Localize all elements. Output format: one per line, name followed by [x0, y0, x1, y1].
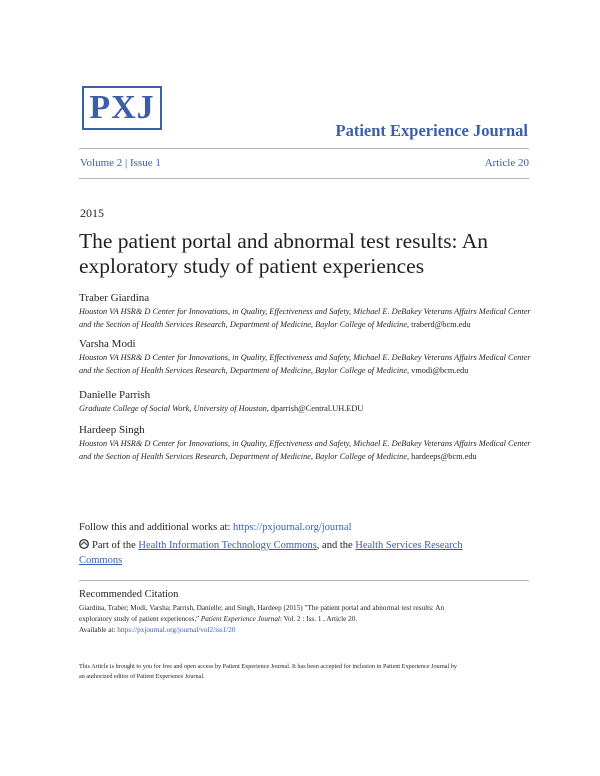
publication-year: 2015: [80, 206, 104, 220]
recommended-citation-heading: Recommended Citation: [79, 589, 179, 600]
health-services-research-link[interactable]: Health Services Research: [355, 540, 463, 551]
part-of-prefix: Part of the: [92, 540, 139, 551]
citation-line-2b: : Vol. 2 : Iss. 1 , Article 20.: [279, 614, 358, 623]
affiliation-text: Houston VA HSR& D Center for Innovations, in Quality, Effectiveness and Safety, Michael E. DeBakey Veterans Affairs Medical Center and the Section of Health Services Research, Department of Medicine, Baylor College of Medicine: [79, 307, 531, 329]
author-affiliation: [79, 306, 539, 331]
author-affiliation: [79, 438, 539, 463]
header-divider-top: [79, 148, 529, 149]
health-services-research-link-commons[interactable]: Commons: [79, 554, 123, 566]
footer-line-2: an authorized editor of Patient Experience Journal.: [79, 673, 205, 680]
author-name: Varsha Modi: [79, 338, 136, 350]
author-email: , dparrish@Central.UH.EDU: [266, 404, 364, 413]
citation-journal: Patient Experience Journal: [199, 614, 280, 623]
access-footer: [79, 662, 529, 682]
affiliation-text: Houston VA HSR& D Center for Innovations, in Quality, Effectiveness and Safety, Michael E. DeBakey Veterans Affairs Medical Center and the Section of Health Services Research, Department of Medicine, Baylor College of Medicine: [79, 439, 531, 461]
availability-line: [79, 626, 235, 634]
author-affiliation: [79, 352, 539, 377]
affiliation-text: Graduate College of Social Work, University of Houston: [79, 404, 267, 413]
header-divider-bottom: [79, 178, 529, 179]
author-email: , vmodi@bcm.edu: [407, 365, 469, 375]
author-name: Traber Giardina: [79, 292, 150, 304]
logo-text: PXJ: [89, 89, 155, 126]
author-name: Hardeep Singh: [79, 424, 145, 436]
author-email: , traberd@bcm.edu: [407, 319, 471, 329]
citation-line-1: Giardina, Traber; Modi, Varsha; Parrish, Danielle; and Singh, Hardeep (2015) "The patient portal and abnormal test results: An: [79, 604, 445, 612]
part-of-commons: [79, 539, 519, 568]
health-it-commons-link[interactable]: Health Information Technology Commons: [138, 540, 317, 551]
volume-issue-link[interactable]: Volume 2 | Issue 1: [80, 157, 161, 169]
footer-line-1: This Article is brought to you for free and open access by Patient Experience Journal. It has been accepted for inclusion in Patient Experience Journal by: [79, 663, 458, 670]
affiliation-text: Houston VA HSR& D Center for Innovations, in Quality, Effectiveness and Safety, Michael E. DeBakey Veterans Affairs Medical Center and the Section of Health Services Research, Department of Medicine, Baylor College of Medicine: [79, 353, 531, 375]
author-email: , hardeeps@bcm.edu: [407, 451, 477, 461]
part-of-middle: , and the: [316, 540, 356, 551]
journal-name[interactable]: Patient Experience Journal: [335, 121, 528, 140]
citation-text: [79, 603, 539, 624]
journal-logo: [82, 86, 162, 130]
citation-line-2a: exploratory study of patient experiences,": [79, 614, 200, 623]
citation-divider: [79, 580, 529, 581]
follow-link[interactable]: https://pxjournal.org/journal: [233, 522, 352, 533]
author-affiliation: [79, 403, 539, 416]
article-title: The patient portal and abnormal test results: An exploratory study of patient experiences: [79, 229, 488, 278]
follow-line: [79, 522, 352, 533]
follow-text: Follow this and additional works at:: [79, 522, 233, 533]
availability-label: Available at:: [79, 626, 118, 634]
commons-network-icon: [79, 539, 89, 549]
article-number-link[interactable]: Article 20: [484, 157, 529, 169]
author-name: Danielle Parrish: [79, 389, 151, 401]
availability-link[interactable]: https://pxjournal.org/journal/vol2/iss1/20: [117, 626, 236, 634]
